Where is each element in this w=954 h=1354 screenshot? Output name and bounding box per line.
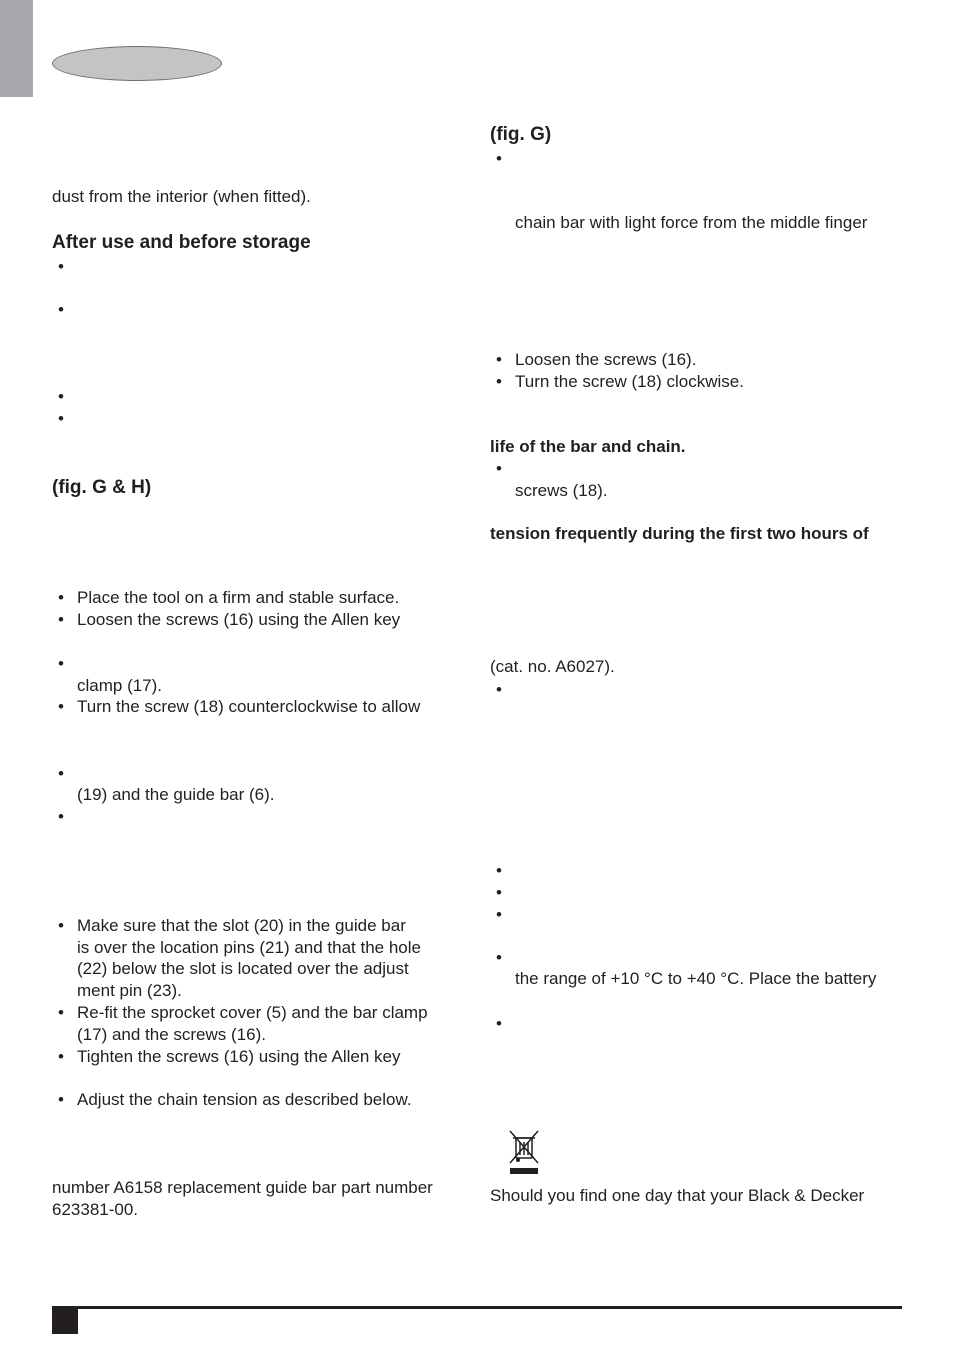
- list-item-continuation: screws (18).: [515, 481, 608, 500]
- heading-after-use: After use and before storage: [52, 232, 311, 253]
- disposal-line: Should you find one day that your Black & Decker: [490, 1186, 865, 1205]
- crossed-out-wheelie-bin-icon: [505, 1128, 543, 1176]
- chain-bar-line: chain bar with light force from the middle finger: [515, 213, 868, 232]
- list-item-continuation: (19) and the guide bar (6).: [77, 785, 275, 804]
- list-item-continuation: is over the location pins (21) and that the hole: [77, 938, 421, 957]
- footer-rule: [52, 1306, 902, 1309]
- language-oval: [52, 46, 222, 81]
- list-item-continuation: the range of +10 °C to +40 °C. Place the battery: [515, 969, 877, 988]
- dust-line: dust from the interior (when fitted).: [52, 187, 311, 206]
- heading-fig-gh: (fig. G & H): [52, 477, 152, 498]
- language-tab: [0, 0, 33, 97]
- cat-no-line: (cat. no. A6027).: [490, 657, 615, 676]
- bold-note-line: tension frequently during the first two hours of: [490, 524, 869, 543]
- list-item-continuation: clamp (17).: [77, 676, 163, 695]
- list-item-continuation: (22) below the slot is located over the adjust: [77, 959, 409, 978]
- heading-fig-g: (fig. G): [490, 124, 552, 145]
- list-item-continuation: ment pin (23).: [77, 981, 182, 1000]
- part-number-line: 623381-00.: [52, 1200, 139, 1219]
- page-number-box: [52, 1306, 78, 1334]
- part-number-line: number A6158 replacement guide bar part number: [52, 1178, 433, 1197]
- bold-note-line: life of the bar and chain.: [490, 437, 686, 456]
- list-item-continuation: (17) and the screws (16).: [77, 1025, 266, 1044]
